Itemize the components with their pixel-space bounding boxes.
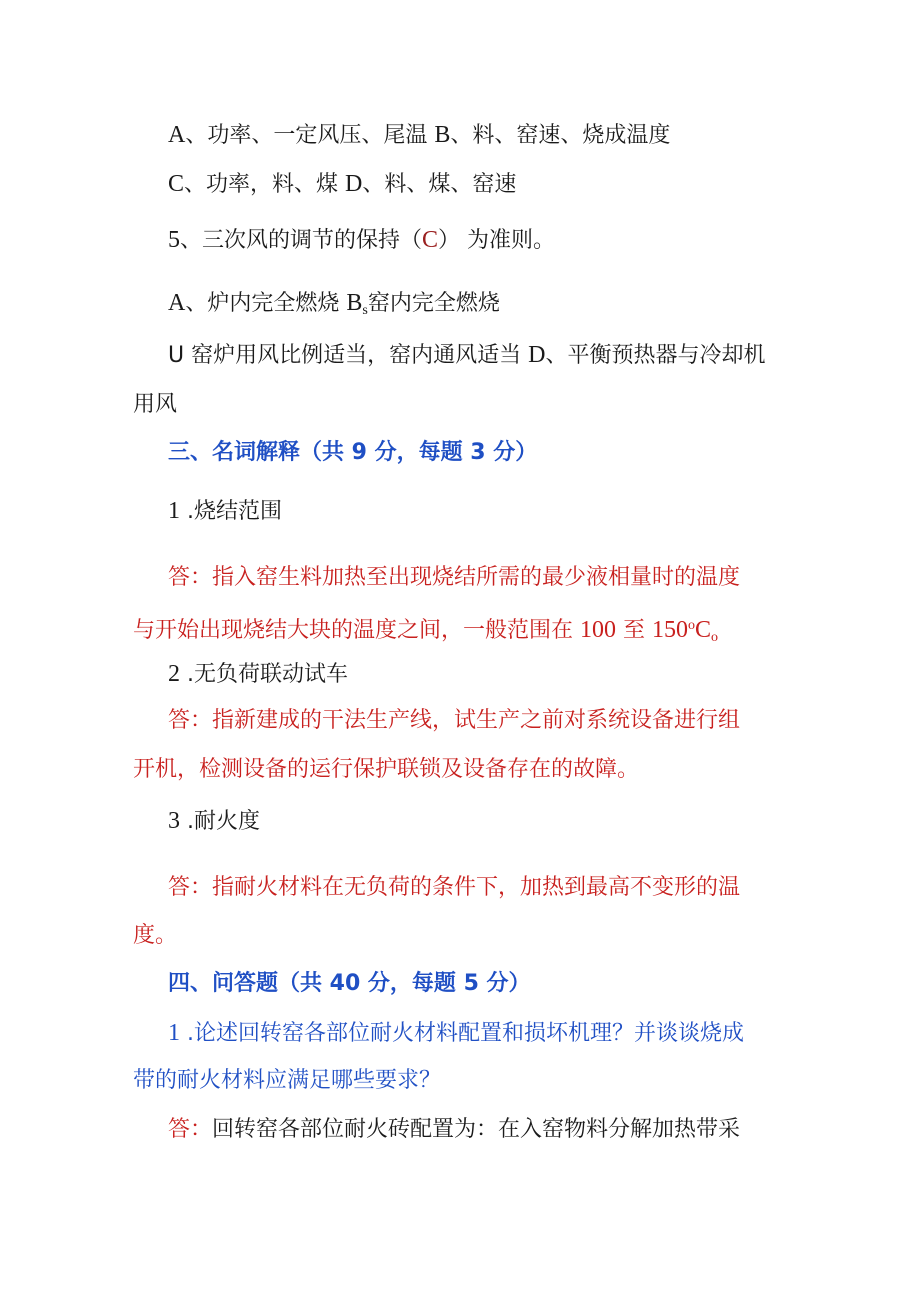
essay-answer-1: [168, 1115, 740, 1145]
answer-text: 回转窑各部位耐火砖配置为：在入窑物料分解加热带采: [212, 1117, 741, 1142]
option-b-letter: B: [434, 122, 451, 148]
answer-text: 与开始出现烧结大块的温度之间，一般范围在: [133, 618, 580, 643]
essay-question-1-line-2: 带的耐火材料应满足哪些要求？: [133, 1068, 442, 1093]
option-c-text: U 窑炉用风比例适当，窑内通风适当: [168, 343, 529, 368]
question-text: .论述回转窑各部位耐火材料配置和损坏机理？并谈谈烧成: [180, 1021, 744, 1046]
option-b-letter: B: [346, 290, 363, 316]
section-heading-3: 三、名词解释（共 9 分，每题 3 分）: [168, 440, 538, 465]
term-text: .耐火度: [180, 809, 260, 834]
term-text: .无负荷联动试车: [180, 662, 348, 687]
range-mid: 至: [616, 618, 652, 643]
essay-question-1-line-1: [168, 1018, 744, 1049]
degree-sup: o: [688, 618, 695, 633]
question-text: 、三次风的调节的保持（: [180, 228, 423, 253]
question-number: 5: [168, 227, 180, 253]
term-2: [168, 659, 348, 690]
option-b-text: 、料、窑速、烧成温度: [450, 123, 671, 148]
option-d-letter: D: [345, 171, 363, 197]
answer-3-line-1: 答：指耐火材料在无负荷的条件下，加热到最高不变形的温: [168, 875, 741, 900]
option-d-text: 、平衡预热器与冷却机: [545, 343, 766, 368]
question-number: 1: [168, 1020, 180, 1046]
term-1: [168, 496, 282, 527]
option-b-subscript: s: [362, 303, 368, 318]
option-line-ab-2: [168, 288, 500, 326]
option-a-text: 、功率、一定风压、尾温: [185, 123, 435, 148]
term-number: 3: [168, 808, 180, 834]
term-text: .烧结范围: [180, 499, 282, 524]
option-line-cd: [168, 169, 516, 200]
question-5: [168, 225, 555, 256]
option-d-text: 、料、煤、窑速: [362, 172, 517, 197]
term-number: 1: [168, 498, 180, 524]
option-c-text: 、功率，料、煤: [184, 172, 346, 197]
section-heading-4: 四、问答题（共 40 分，每题 5 分）: [168, 971, 531, 996]
option-a-letter: A: [168, 122, 186, 148]
option-a-letter: A: [168, 290, 186, 316]
option-b-text: 窑内完全燃烧: [367, 291, 500, 316]
term-3: [168, 806, 260, 837]
answer-label: 答：: [168, 1117, 213, 1142]
answer-letter: C: [422, 227, 439, 253]
answer-2-line-2: 开机，检测设备的运行保护联锁及设备存在的故障。: [133, 757, 640, 782]
answer-2-line-1: 答：指新建成的干法生产线，试生产之前对系统设备进行组: [168, 708, 741, 733]
option-d-letter: D: [528, 342, 546, 368]
answer-1-line-2: [133, 611, 718, 653]
range-low: 100: [580, 617, 616, 643]
option-line-cd-2: [168, 340, 765, 371]
option-c-letter: C: [168, 171, 185, 197]
range-high: 150: [652, 617, 688, 643]
answer-1-line-1: 答：指入窑生料加热至出现烧结所需的最少液相量时的温度: [168, 565, 741, 590]
answer-3-line-2: 度。: [133, 923, 178, 948]
option-d-continuation: 用风: [133, 392, 178, 417]
unit-sub: o: [711, 630, 719, 645]
unit: C: [695, 617, 712, 643]
term-number: 2: [168, 661, 180, 687]
option-a-text: 、炉内完全燃烧: [185, 291, 347, 316]
question-text-end: ） 为准则。: [438, 228, 556, 253]
option-line-ab: [168, 120, 670, 151]
